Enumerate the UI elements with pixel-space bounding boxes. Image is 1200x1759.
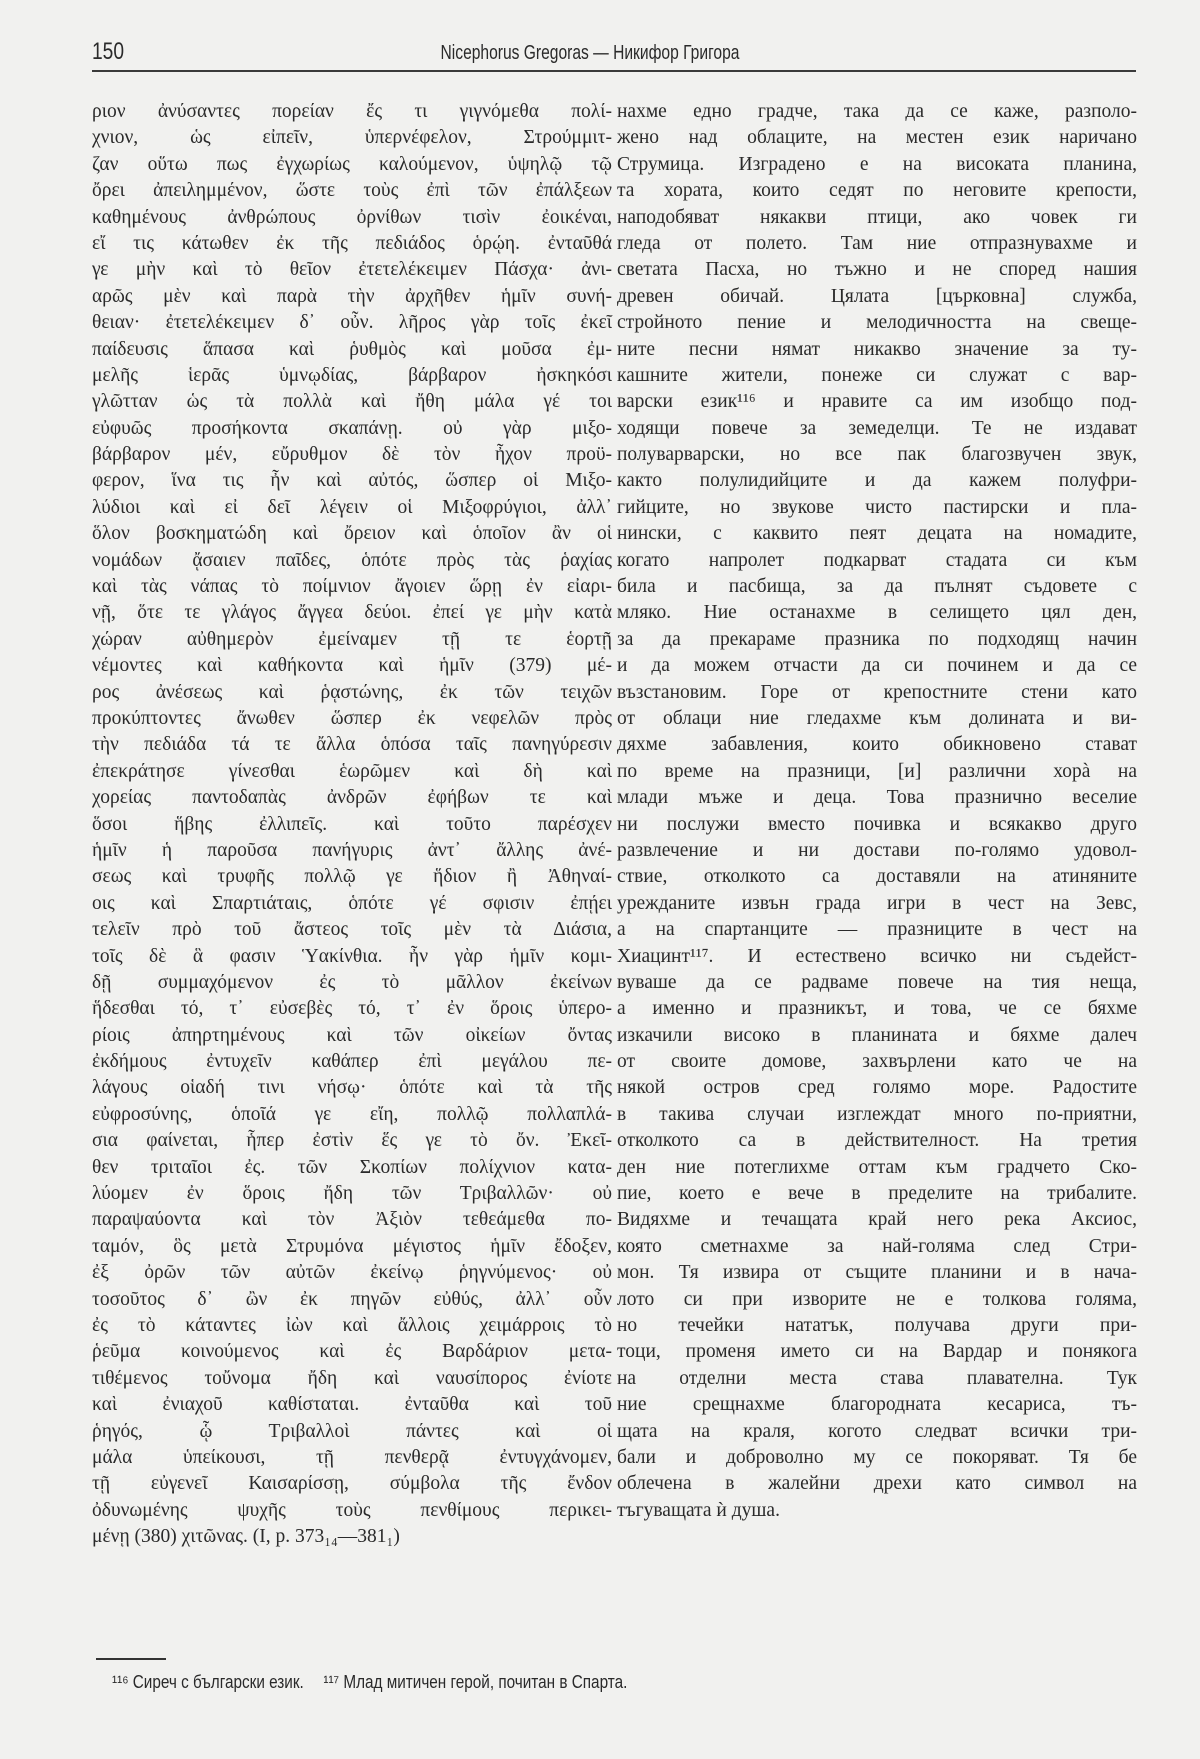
bulgarian-text-line: ние срещнахме благородната кесариса, тъ- [617, 1394, 1137, 1416]
greek-text-line: ζαν οὕτω πως ἐγχωρίως καλούμενον, ὑψηλῷ τῷ [92, 153, 612, 175]
bulgarian-text-line: варски език¹¹⁶ и нравите са им изобщо под- [617, 391, 1137, 413]
greek-text-line: τοσοῦτος δ᾽ ὢν ἐκ πηγῶν εὐθύς, ἀλλ᾽ οὖν [92, 1288, 612, 1310]
greek-text-line: σεως καὶ τρυφῆς πολλῷ γε ἥδιον ἢ Ἀθηναί- [92, 866, 612, 888]
greek-text-line: θειαν· ἐτετελέκειμεν δ᾽ οὖν. λῆρος γὰρ τοῖς ἐκεῖ [92, 312, 612, 334]
bulgarian-text-line: от своите домове, захвърлени като че на [617, 1051, 1137, 1073]
greek-text-line: νέμοντες καὶ καθήκοντα καὶ ἡμῖν (379) μέ- [92, 655, 612, 677]
greek-text-line: ριον ἀνύσαντες πορείαν ἔς τι γιγνόμεθα πολί- [92, 101, 612, 122]
bulgarian-text-line: жено над облаците, на местен език наричано [617, 127, 1137, 149]
bulgarian-text-line: от облаци ние гледахме към долината и ви- [617, 707, 1137, 729]
greek-text-line: ἐξ ὀρῶν τῶν αὐτῶν ἐκείνῳ ῥηγνύμενος· οὐ [92, 1262, 612, 1284]
greek-text-line: γε μὴν καὶ τὸ θεῖον ἐτετελέκειμεν Πάσχα· ἀνι- [92, 259, 612, 281]
greek-text-line: καὶ τὰς νάπας τὸ ποίμνιον ἄγοιεν ὥρῃ ἐν εἰαρι- [92, 576, 612, 598]
running-title: Nicephorus Gregoras — Никифор Григора [440, 42, 740, 64]
greek-text-line: νῇ, ὅτε τε γλάγος ἄγγεα δεύοι. ἐπεί γε μὴν κατὰ [92, 602, 612, 624]
greek-text-line: λάγους οἱαδή τινι νήσῳ· ὁπότε καὶ τὰ τῆς [92, 1077, 612, 1099]
header-rule [92, 70, 1136, 72]
bulgarian-text-line: ни послужи вместо почивка и всякакво друго [617, 813, 1137, 835]
bulgarian-text-line: древен обичай. Цялата [църковна] служба, [617, 285, 1137, 307]
bulgarian-text-line: Хиацинт¹¹⁷. И естествено всичко ни съдейст- [617, 945, 1137, 967]
bulgarian-text-line: както полулидийците и да кажем полуфри- [617, 470, 1137, 492]
greek-text-line: παραψαύοντα καὶ τὸν Ἀξιὸν τεθεάμεθα πο- [92, 1209, 612, 1231]
bulgarian-text-line: лото си при изворите не е толкова голяма, [617, 1288, 1137, 1310]
bulgarian-text-line: пие, което е вече в пределите на трибалите. [617, 1183, 1137, 1205]
bulgarian-text-line: ходящи повече за земеделци. Те не издават [617, 417, 1137, 439]
greek-text-line: εἴ τις κάτωθεν ἐκ τῆς πεδιάδος ὁρῴη. ἐνταῦθά [92, 232, 612, 254]
greek-text-line: μάλα ὑπείκουσι, τῇ πενθερᾷ ἐντυγχάνομεν, [92, 1446, 612, 1468]
bulgarian-text-line: в такива случаи изглеждат много по-приятни, [617, 1103, 1137, 1125]
greek-text-line: σια φαίνεται, ἧπερ ἐστὶν ἕς γε τὸ ὄν. Ἐκεῖ- [92, 1130, 612, 1152]
greek-text-line: προκύπτοντες ἄνωθεν ὥσπερ ἐκ νεφελῶν πρὸς [92, 707, 612, 729]
greek-text-line: οις καὶ Σπαρτιάταις, ὁπότε γέ σφισιν ἐπῄει [92, 892, 612, 914]
bulgarian-text-line: изкачили високо в планината и бяхме далеч [617, 1024, 1137, 1046]
bulgarian-text-line: когато напролет подкарват стадата си към [617, 549, 1137, 571]
greek-text-line: θεν τριταῖοι ἐς. τῶν Σκοπίων πολίχνιον κατα- [92, 1156, 612, 1178]
greek-text-line: ρίοις ἀπηρτημένους καὶ τῶν οἰκείων ὄντας [92, 1024, 612, 1046]
greek-text-line: βάρβαρον μέν, εὔρυθμον δὲ τὸν ἦχον προϋ- [92, 444, 612, 466]
greek-text-line: λύδιοι καὶ εἰ δεῖ λέγειν οἱ Μιξοφρύγιοι, ἀλλ᾽ [92, 496, 612, 518]
footnote-117: ¹¹⁷ Млад митичен герой, почитан в Спарта. [323, 1672, 628, 1692]
bulgarian-text-line: която сметнахме за най-голяма след Стри- [617, 1235, 1137, 1257]
bulgarian-text-line: урежданите извън града игри в чест на Зевс, [617, 892, 1137, 914]
footnotes [112, 1672, 643, 1693]
bulgarian-text-line: дяхме забавления, които обикновено стават [617, 734, 1137, 756]
bulgarian-text-line: кашните жители, понеже си служат с вар- [617, 364, 1137, 386]
bulgarian-text-line: млади мъже и деца. Това празнично веселие [617, 787, 1137, 809]
greek-text-line: ρος ἀνέσεως καὶ ῥᾳστώνης, ἐκ τῶν τειχῶν [92, 681, 612, 703]
bulgarian-text-line: а на спартанците — празниците в чест на [617, 919, 1137, 941]
bulgarian-text-line: нахме едно градче, така да се каже, разполо- [617, 101, 1137, 122]
greek-text-line: καθημένους ἀνθρώπους ὀρνίθων τισὶν ἐοικέναι, [92, 206, 612, 228]
bulgarian-text-line: тъгуващата ѝ душа. [617, 1499, 780, 1521]
greek-text-line: χνιον, ὡς εἰπεῖν, ὑπερνέφελον, Στρούμμιτ- [92, 127, 612, 149]
bulgarian-text-line: Струмица. Изградено е на високата планина, [617, 153, 1137, 175]
greek-text-line: τοῖς δὲ ἃ φασιν Ὑακίνθια. ἦν γὰρ ἡμῖν κομι- [92, 945, 612, 967]
greek-text-line: τῇ εὐγενεῖ Καισαρίσσῃ, σύμβολα τῆς ἔνδον [92, 1473, 612, 1495]
greek-text-line: ὄρει ἀπειλημμένον, ὥστε τοὺς ἐπὶ τῶν ἐπάλξεων [92, 180, 612, 202]
greek-text-line: ἡμῖν ἡ παροῦσα πανήγυρις ἀντ᾽ ἄλλης ἀνέ- [92, 839, 612, 861]
greek-text-line: ὅσοι ἥβης ἐλλιπεῖς. καὶ τοῦτο παρέσχεν [92, 813, 612, 835]
greek-text-line: ῥεῦμα κοινούμενος καὶ ἐς Βαρδάριον μετα- [92, 1341, 612, 1363]
greek-text-line: μένῃ (380) χιτῶνας. (I, p. 373₁₄—381₁) [92, 1526, 400, 1548]
footnote-rule [96, 1658, 166, 1660]
greek-text-line: εὐφυῶς προσήκοντα σκαπάνῃ. οὐ γὰρ μιξο- [92, 417, 612, 439]
greek-text-line: δῇ συμμαχόμενον ἐς τὸ μᾶλλον ἐκείνων [92, 971, 612, 993]
bulgarian-text-line: полуварварски, но все пак благозвучен звук, [617, 444, 1137, 466]
greek-text-line: τελεῖν πρὸ τοῦ ἄστεος τοῖς μὲν τὰ Διάσια, [92, 919, 612, 941]
bulgarian-text-line: светата Пасха, но тъжно и не според нашия [617, 259, 1137, 281]
bulgarian-text-line: щата на краля, когото следват всички три- [617, 1420, 1137, 1442]
bulgarian-text-line: стройното пение и мелодичността на свеще- [617, 312, 1137, 334]
greek-text-line: ἐκδήμους ἐντυχεῖν καθάπερ ἐπὶ μεγάλου πε- [92, 1051, 612, 1073]
bulgarian-text-line: някой остров сред голямо море. Радостите [617, 1077, 1137, 1099]
bulgarian-text-line: мляко. Ние останахме в селището цял ден, [617, 602, 1137, 624]
greek-text-line: ὀδυνωμένης ψυχῆς τοὺς πενθίμους περικει- [92, 1499, 612, 1521]
bulgarian-text-line: но течейки нататък, получава други при- [617, 1314, 1137, 1336]
bulgarian-text-line: и да можем отчасти да си починем и да се [617, 655, 1137, 677]
bulgarian-text-line: за да прекараме празника по подходящ начин [617, 628, 1137, 650]
greek-text-line: τιθέμενος τοὔνομα ἤδη καὶ ναυσίπορος ἐνίοτε [92, 1367, 612, 1389]
greek-text-line: ταμόν, ὃς μετὰ Στρυμόνα μέγιστος ἡμῖν ἔδοξεν, [92, 1235, 612, 1257]
greek-text-column [92, 99, 612, 1550]
bulgarian-text-line: била и пасбища, за да пълнят съдовете с [617, 576, 1137, 598]
greek-text-line: αρῶς μὲν καὶ παρὰ τὴν ἀρχῆθεν ἡμῖν συνή- [92, 285, 612, 307]
bulgarian-text-line: възстановим. Горе от крепостните стени като [617, 681, 1137, 703]
bulgarian-text-line: тоци, променя името си на Вардар и понякога [617, 1341, 1137, 1363]
footnote-116: ¹¹⁶ Сиреч с български език. [112, 1672, 304, 1692]
bulgarian-text-line: бали и доброволно му се покоряват. Тя бе [617, 1446, 1137, 1468]
greek-text-line: ἐπεκράτησε γίνεσθαι ἑωρῶμεν καὶ δὴ καὶ [92, 760, 612, 782]
bulgarian-text-line: ден ние потеглихме оттам към градчето Ско- [617, 1156, 1137, 1178]
greek-text-line: παίδευσις ἅπασα καὶ ῥυθμὸς καὶ μοῦσα ἐμ- [92, 338, 612, 360]
greek-text-line: μελῆς ἱερᾶς ὑμνῳδίας, βάρβαρον ἠσκηκόσι [92, 364, 612, 386]
bulgarian-text-line: ните песни нямат никакво значение за ту- [617, 338, 1137, 360]
greek-text-line: ἐς τὸ κάταντες ἰὼν καὶ ἄλλοις χειμάρροις τὸ [92, 1314, 612, 1336]
greek-text-line: νομάδων ᾄσαιεν παῖδες, ὁπότε πρὸς τὰς ῥαχίας [92, 549, 612, 571]
page-number: 150 [92, 38, 125, 65]
bulgarian-text-line: на отделни места става плавателна. Тук [617, 1367, 1137, 1389]
bulgarian-text-line: Видяхме и течащата край него река Аксиос, [617, 1209, 1137, 1231]
greek-text-line: εὐφροσύνης, ὁποῖά γε εἴη, πολλῷ πολλαπλά- [92, 1103, 612, 1125]
bulgarian-text-line: вуваше да се радваме повече на тия неща, [617, 971, 1137, 993]
bulgarian-text-line: по време на празници, [и] различни хорà на [617, 760, 1137, 782]
greek-text-line: ἥδεσθαι τό, τ᾽ εὐσεβὲς τό, τ᾽ ἐν ὅροις ὑπερο- [92, 998, 612, 1020]
bulgarian-text-line: ствие, отколкото са доставяли на атиняните [617, 866, 1137, 888]
bulgarian-text-line: гийците, но звукове чисто пастирски и пла- [617, 496, 1137, 518]
greek-text-line: καὶ ἐνιαχοῦ καθίσταται. ἐνταῦθα καὶ τοῦ [92, 1394, 612, 1416]
greek-text-line: χώραν αὐθημερὸν ἐμείναμεν τῇ τε ἑορτῇ [92, 628, 612, 650]
bulgarian-text-line: та хората, които седят по неговите крепости, [617, 180, 1137, 202]
greek-text-line: φερον, ἵνα τις ἦν καὶ αὐτός, ὥσπερ οἱ Μιξο- [92, 470, 612, 492]
greek-text-line: τὴν πεδιάδα τά τε ἄλλα ὁπόσα ταῖς πανηγύρεσιν [92, 734, 612, 756]
bulgarian-text-line: гледа от полето. Там ние отпразнувахме и [617, 232, 1137, 254]
greek-text-line: ῥηγός, ᾧ Τριβαλλοὶ πάντες καὶ οἱ [92, 1420, 612, 1442]
greek-text-line: ὅλον βοσκηματώδη καὶ ὄρειον καὶ ὁποῖον ἂν οἱ [92, 523, 612, 545]
bulgarian-text-line: нински, с каквито пеят децата на номадите, [617, 523, 1137, 545]
greek-text-line: χορείας παντοδαπὰς ἀνδρῶν ἐφήβων τε καὶ [92, 787, 612, 809]
bulgarian-text-line: наподобяват някакви птици, ако човек ги [617, 206, 1137, 228]
bulgarian-text-line: облечена в жалейни дрехи като символ на [617, 1473, 1137, 1495]
greek-text-line: λύομεν ἐν ὅροις ἤδη τῶν Τριβαλλῶν· οὐ [92, 1183, 612, 1205]
bulgarian-text-line: а именно и празникът, и това, че се бяхме [617, 998, 1137, 1020]
greek-text-line: γλῶτταν ὡς τὰ πολλὰ καὶ ἤθη μάλα γέ τοι [92, 391, 612, 413]
bulgarian-text-line: отколкото са в действителност. На третия [617, 1130, 1137, 1152]
bulgarian-translation-column [617, 99, 1137, 1524]
bulgarian-text-line: мон. Тя извира от същите планини и в нача- [617, 1262, 1137, 1284]
bulgarian-text-line: развлечение и ни достави по-голямо удовол- [617, 839, 1137, 861]
